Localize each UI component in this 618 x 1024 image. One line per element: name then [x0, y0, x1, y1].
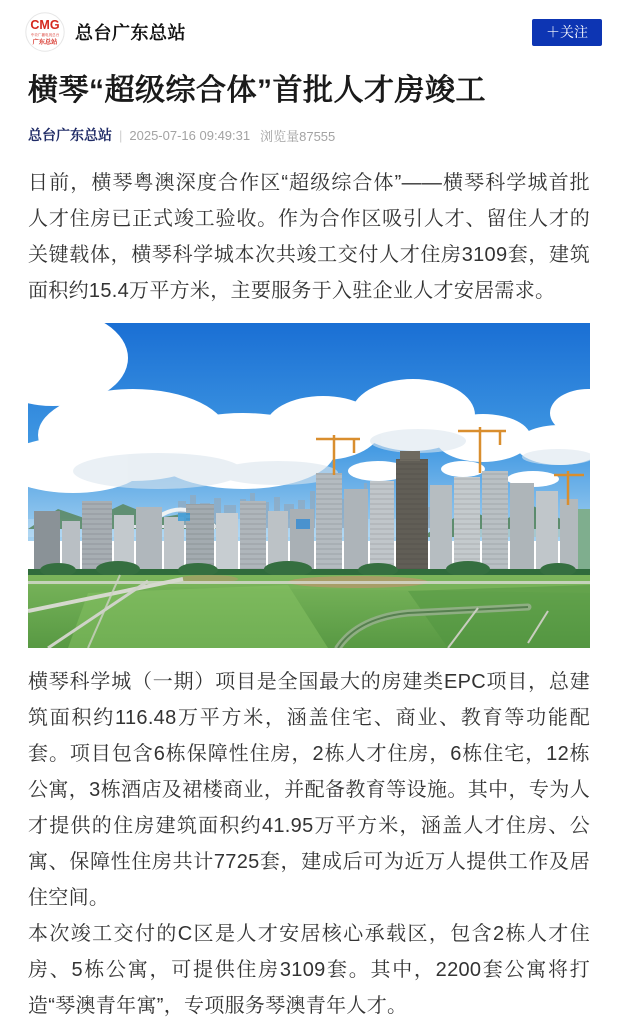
channel-name[interactable]: 总台广东总站 [75, 23, 186, 43]
channel-header [25, 12, 602, 52]
cmg-logo[interactable] [25, 12, 65, 52]
article-paragraph: 本次竣工交付的C区是人才安居核心承载区，包含2栋人才住房、5栋公寓，可提供住房3109套。其中，2200套公寓将打造“琴澳青年寓”，专项服务琴澳青年人才。 [28, 923, 590, 1017]
byline [28, 125, 590, 145]
view-count: 浏览量87555 [260, 128, 336, 144]
follow-button[interactable]: ＋关注 [532, 19, 602, 46]
byline-source[interactable]: 总台广东总站 [28, 127, 112, 143]
article-paragraph: 日前，横琴粤澳深度合作区“超级综合体”——横琴科学城首批人才住房已正式竣工验收。作为合作区吸引人才、留住人才的关键载体，横琴科学城本次共竣工交付人才住房3109套，建筑面积约15.4万平方米，主要服务于入驻企业人才安居需求。 [28, 172, 590, 302]
svg-text:广东总站: 广东总站 [32, 39, 58, 46]
article-paragraph: 横琴科学城（一期）项目是全国最大的房建类EPC项目，总建筑面积约116.48万平方米，涵盖住宅、商业、教育等功能配套。项目包含6栋保障性住房，2栋人才住房，6栋住宅，12栋公寓，3栋酒店及裙楼商业，并配备教育等设施。其中，专为人才提供的住房建筑面积约41.95万平方米，涵盖人才住房、公寓、保障性住房共计7725套，建成后可为近万人提供工作及居住空间。 [28, 671, 590, 909]
svg-text:CMG: CMG [30, 18, 60, 32]
cmg-logo-icon [25, 12, 65, 52]
byline-separator: | [119, 127, 123, 143]
article-photo[interactable] [28, 323, 590, 648]
publish-time: 2025-07-16 09:49:31 [129, 127, 251, 143]
article-title: 横琴“超级综合体”首批人才房竣工 [28, 74, 486, 107]
cityscape-photo-illustration [28, 323, 590, 648]
svg-text:中央广播电视总台: 中央广播电视总台 [30, 33, 60, 37]
article-page [0, 12, 618, 1024]
